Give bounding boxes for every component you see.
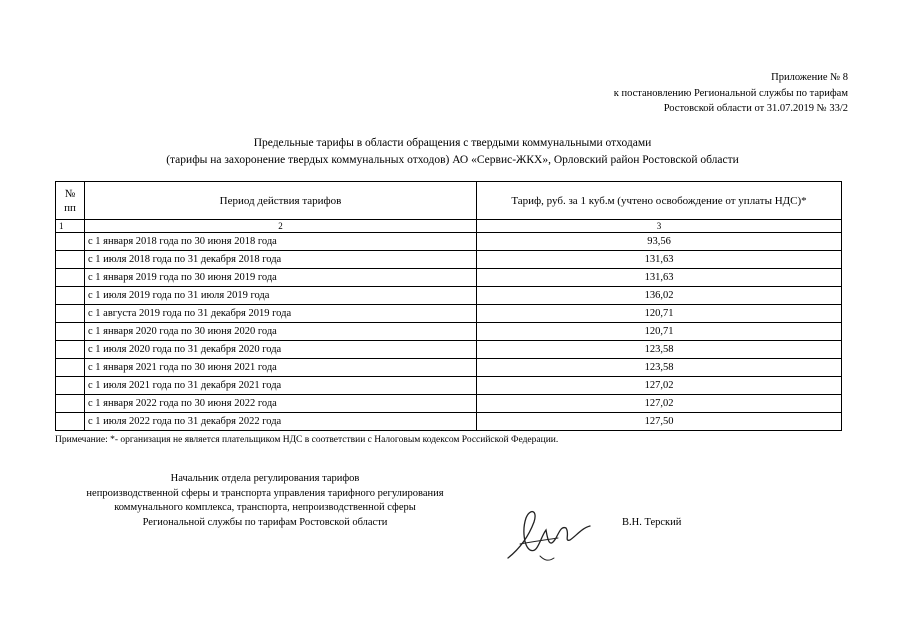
table-row <box>56 341 842 359</box>
period-cell: с 1 августа 2019 года по 31 декабря 2019 года <box>85 305 477 323</box>
header-number-cell <box>56 182 85 220</box>
title-line-1: Предельные тарифы в области обращения с твердыми коммунальными отходами <box>253 137 652 149</box>
table-row <box>56 395 842 413</box>
tariffs-table-body <box>56 182 842 431</box>
handwritten-signature <box>500 498 600 568</box>
table-row <box>56 269 842 287</box>
signatory-line-3: коммунального комплекса, транспорта, непроизводственной сферы <box>114 502 416 513</box>
table-header-row <box>56 182 842 220</box>
period-cell: с 1 июля 2021 года по 31 декабря 2021 года <box>85 377 477 395</box>
tariff-cell: 123,58 <box>477 341 842 359</box>
period-cell: с 1 января 2021 года по 30 июня 2021 года <box>85 359 477 377</box>
column-number-3: 3 <box>477 220 842 233</box>
row-number-cell <box>56 341 85 359</box>
tariff-cell: 127,02 <box>477 377 842 395</box>
title-line-2: (тарифы на захоронение твердых коммунальных отходов) АО «Сервис-ЖКХ», Орловский район Ростовской области <box>166 154 739 166</box>
header-number-line-1: № <box>64 187 76 200</box>
table-row <box>56 305 842 323</box>
period-cell: с 1 января 2020 года по 30 июня 2020 года <box>85 323 477 341</box>
footnote: Примечание: *- организация не является плательщиком НДС в соответствии с Налоговым кодексом Российской Федерации. <box>55 435 559 445</box>
header-period-cell: Период действия тарифов <box>85 182 477 220</box>
period-cell: с 1 января 2019 года по 30 июня 2019 года <box>85 269 477 287</box>
table-row <box>56 413 842 431</box>
signatory-title <box>55 472 475 530</box>
tariff-cell: 123,58 <box>477 359 842 377</box>
tariff-cell: 131,63 <box>477 269 842 287</box>
tariff-cell: 136,02 <box>477 287 842 305</box>
row-number-cell <box>56 287 85 305</box>
row-number-cell <box>56 305 85 323</box>
row-number-cell <box>56 359 85 377</box>
signatory-line-1: Начальник отдела регулирования тарифов <box>170 473 360 484</box>
table-row <box>56 233 842 251</box>
table-row <box>56 323 842 341</box>
signatory-line-2: непроизводственной сферы и транспорта управления тарифного регулирования <box>86 487 444 499</box>
row-number-cell <box>56 413 85 431</box>
period-cell: с 1 июля 2022 года по 31 декабря 2022 года <box>85 413 477 431</box>
column-number-2: 2 <box>85 220 477 233</box>
row-number-cell <box>56 233 85 251</box>
table-row <box>56 287 842 305</box>
row-number-cell <box>56 269 85 287</box>
row-number-cell <box>56 323 85 341</box>
appendix-line-2: к постановлению Региональной службы по тарифам <box>613 87 848 99</box>
header-tariff-cell: Тариф, руб. за 1 куб.м (учтено освобождение от уплаты НДС)* <box>477 182 842 220</box>
tariff-cell: 131,63 <box>477 251 842 269</box>
column-number-1: 1 <box>56 220 85 233</box>
period-cell: с 1 января 2018 года по 30 июня 2018 года <box>85 233 477 251</box>
tariff-cell: 127,50 <box>477 413 842 431</box>
period-cell: с 1 июля 2020 года по 31 декабря 2020 года <box>85 341 477 359</box>
column-numbers-row <box>56 220 842 233</box>
table-row <box>56 359 842 377</box>
document-title <box>0 135 905 169</box>
period-cell: с 1 июля 2019 года по 31 июля 2019 года <box>85 287 477 305</box>
table-row <box>56 251 842 269</box>
signature-stroke <box>508 512 590 558</box>
row-number-cell <box>56 395 85 413</box>
appendix-line-3: Ростовской области от 31.07.2019 № 33/2 <box>663 103 848 114</box>
signature-tail <box>540 556 554 560</box>
period-cell: с 1 июля 2018 года по 31 декабря 2018 года <box>85 251 477 269</box>
tariff-cell: 120,71 <box>477 305 842 323</box>
tariff-cell: 93,56 <box>477 233 842 251</box>
appendix-line-1: Приложение № 8 <box>771 72 848 83</box>
tariffs-table <box>55 181 842 431</box>
appendix-header <box>614 70 848 117</box>
row-number-cell <box>56 251 85 269</box>
header-number-line-2: пп <box>64 201 76 214</box>
period-cell: с 1 января 2022 года по 30 июня 2022 года <box>85 395 477 413</box>
row-number-cell <box>56 377 85 395</box>
tariff-cell: 127,02 <box>477 395 842 413</box>
table-row <box>56 377 842 395</box>
signatory-line-4: Региональной службы по тарифам Ростовской области <box>142 516 388 528</box>
signer-name: В.Н. Терский <box>622 517 682 528</box>
tariff-cell: 120,71 <box>477 323 842 341</box>
